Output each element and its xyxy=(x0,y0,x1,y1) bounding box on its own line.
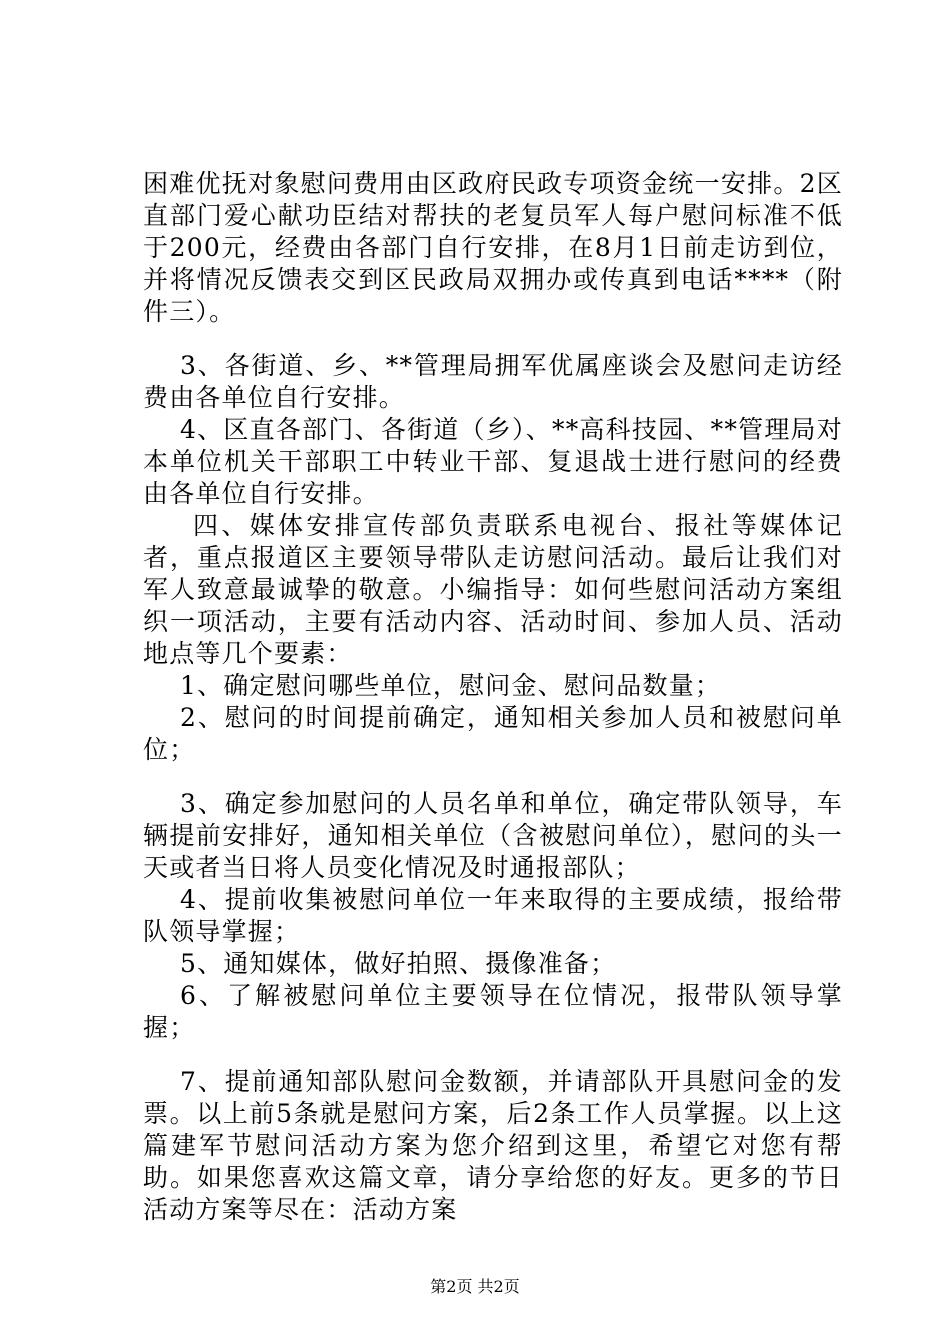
paragraph-gap xyxy=(143,328,843,350)
list-item-4: 4、提前收集被慰问单位一年来取得的主要成绩，报给带队领导掌握； xyxy=(143,885,843,946)
list-item-2: 2、慰问的时间提前确定，通知相关参加人员和被慰问单位； xyxy=(143,703,843,764)
paragraph-item-4-department-funding: 4、区直各部门、各街道（乡）、**高科技园、**管理局对本单位机关干部职工中转业干部、复退战士进行慰问的经费由各单位自行安排。 xyxy=(143,415,843,508)
list-item-6: 6、了解被慰问单位主要领导在位情况，报带队领导掌握； xyxy=(143,981,843,1042)
paragraph-item-3-street-funding: 3、各街道、乡、**管理局拥军优属座谈会及慰问走访经费由各单位自行安排。 xyxy=(143,351,843,412)
paragraph-gap xyxy=(143,766,843,788)
paragraph-funding-arrangement: 困难优抚对象慰问费用由区政府民政专项资金统一安排。2区直部门爱心献功臣结对帮扶的老复员军人每户慰问标准不低于200元，经费由各部门自行安排，在8月1日前走访到位，并将情况反馈表交到区民政局双拥办或传真到电话****（附件三）。 xyxy=(143,169,843,326)
list-item-1: 1、确定慰问哪些单位，慰问金、慰问品数量； xyxy=(180,671,722,700)
list-item-7: 7、提前通知部队慰问金数额，并请部队开具慰问金的发票。以上前5条就是慰问方案，后2条工作人员掌握。以上这篇建军节慰问活动方案为您介绍到这里，希望它对您有帮助。如果您喜欢这篇文章，请分享给您的好友。更多的节日活动方案等尽在：活动方案 xyxy=(143,1067,843,1224)
document-body xyxy=(143,168,843,1226)
paragraph-gap xyxy=(143,1044,843,1066)
list-item-5: 5、通知媒体，做好拍照、摄像准备； xyxy=(180,949,617,978)
list-item-3: 3、确定参加慰问的人员名单和单位，确定带队领导，车辆提前安排好，通知相关单位（含被慰问单位），慰问的头一天或者当日将人员变化情况及时通报部队； xyxy=(143,789,843,882)
page-footer: 第2页 共2页 xyxy=(430,1277,520,1296)
paragraph-media-arrangement: 四、媒体安排宣传部负责联系电视台、报社等媒体记者，重点报道区主要领导带队走访慰问活动。最后让我们对军人致意最诚挚的敬意。小编指导：如何些慰问活动方案组织一项活动，主要有活动内容、活动时间、参加人员、活动地点等几个要素： xyxy=(143,511,843,668)
